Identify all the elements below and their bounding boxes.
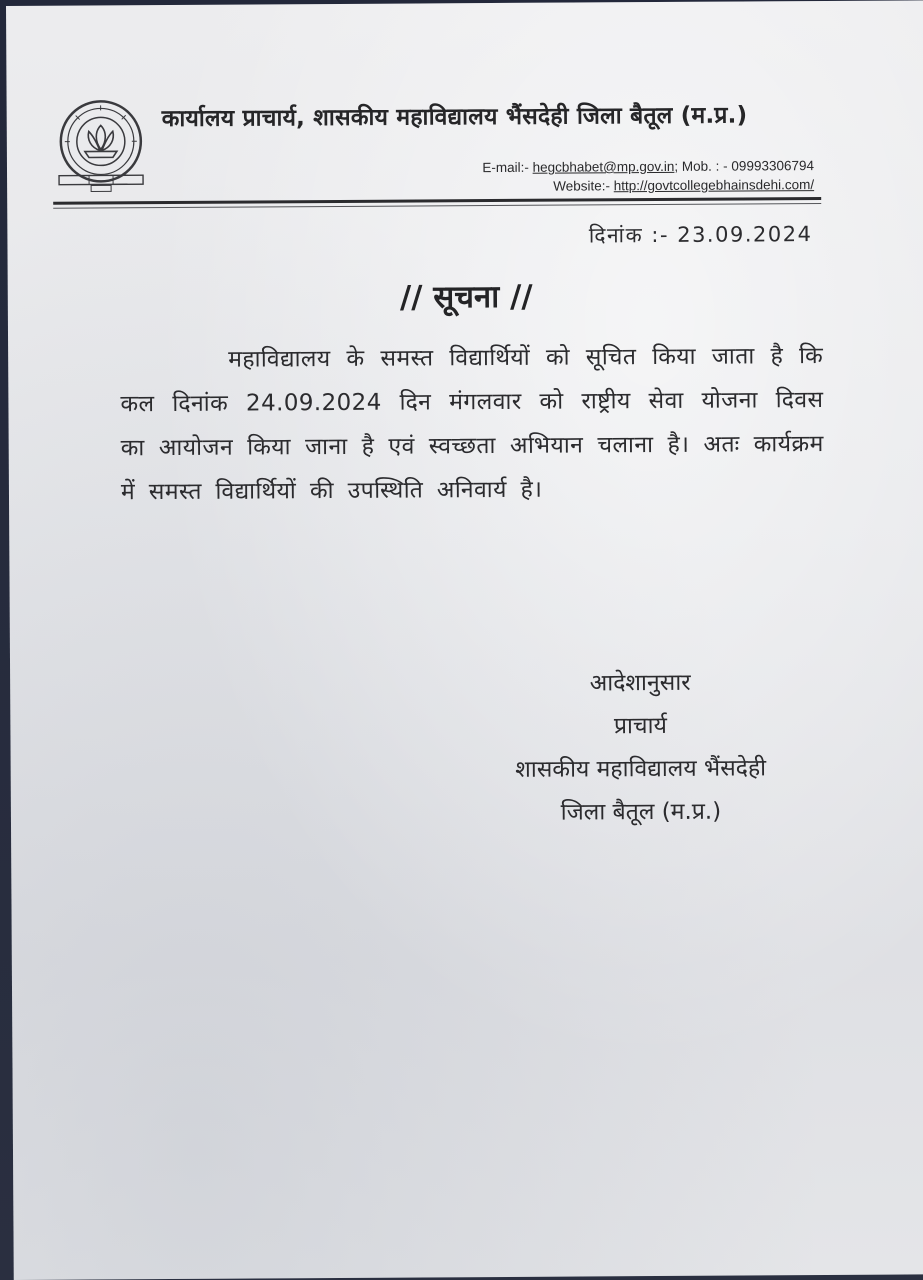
signature-block: [430, 661, 851, 836]
signature-district: जिला बैतूल (म.प्र.): [560, 798, 722, 826]
email-label: E-mail:-: [482, 159, 533, 176]
notice-body: महाविद्यालय के समस्त विद्यार्थियों को सूचित किया जाता है कि कल दिनांक 24.09.2024 दिन मंगलवार को राष्ट्रीय सेवा योजना दिवस का आयोजन किया जाना है एवं स्वच्छता अभियान चलाना है। अतः कार्यक्रम में समस्त विद्यार्थियों की उपस्थिति अनिवार्य है।: [120, 343, 824, 506]
website-url: http://govtcollegebhainsdehi.com/: [613, 177, 815, 194]
signature-principal: प्राचार्य: [613, 712, 667, 740]
mobile-number: ; Mob. : - 09993306794: [674, 158, 815, 174]
contact-email-line: [482, 158, 814, 175]
letterhead-title: कार्यालय प्राचार्य, शासकीय महाविद्यालय भैंसदेही जिला बैतूल (म.प्र.): [161, 102, 748, 133]
signature-college: शासकीय महाविद्यालय भैंसदेही: [515, 755, 767, 783]
notice-heading: // सूचना //: [399, 278, 533, 316]
college-emblem-icon: [53, 97, 150, 194]
email-address: hegcbhabet@mp.gov.in: [532, 158, 675, 175]
notice-document: [6, 0, 923, 1280]
notice-date: दिनांक :- 23.09.2024: [588, 222, 813, 248]
contact-website-line: [553, 177, 814, 194]
signature-by-order: आदेशानुसार: [589, 669, 691, 697]
website-label: Website:-: [553, 178, 614, 194]
